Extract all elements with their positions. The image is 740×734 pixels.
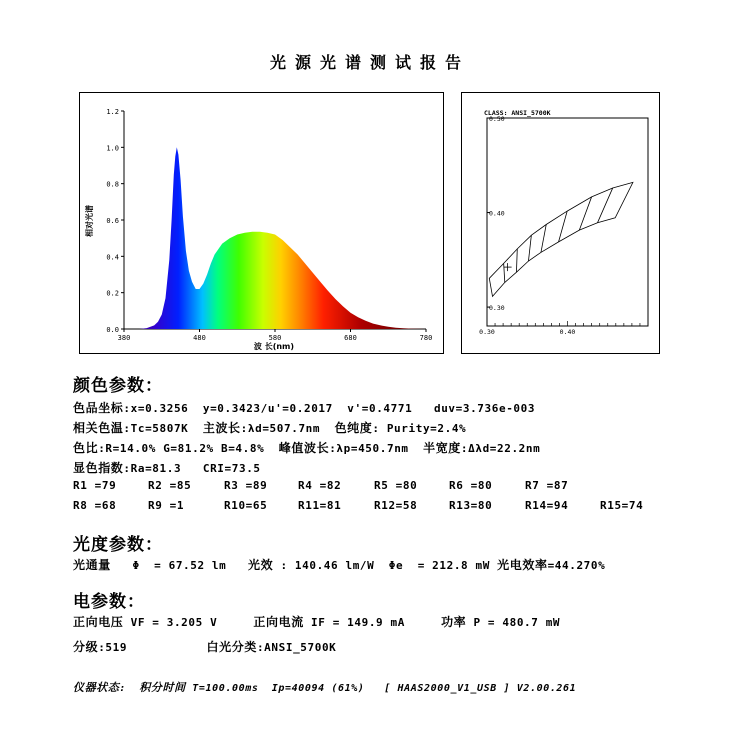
white-class-value: :ANSI_5700K xyxy=(256,641,337,654)
bin-divider xyxy=(528,235,531,261)
efficacy-value: : 140.46 lm/W Φe = 212.8 mW xyxy=(273,559,498,572)
peak-wl-value: :λp=450.7nm xyxy=(329,442,424,455)
photometric-row xyxy=(73,556,605,573)
power-label: 功率 xyxy=(441,615,467,629)
r-value: R12=58 xyxy=(374,499,418,512)
purity-value: : Purity=2.4% xyxy=(372,422,467,435)
if-label: 正向电流 xyxy=(253,615,304,629)
bin-value: :519 xyxy=(98,641,207,654)
r-value: R3 =89 xyxy=(224,479,268,492)
if-value: IF = 149.9 mA xyxy=(303,616,442,629)
y-tick-label: 0.6 xyxy=(106,217,119,225)
chromaticity-row xyxy=(73,399,535,416)
spectrum-chart xyxy=(79,92,444,354)
x-tick-label: 0.30 xyxy=(479,328,495,336)
spectrum-svg xyxy=(80,93,443,353)
bin-outline xyxy=(489,182,633,296)
class-label: CLASS: ANSI_5700K xyxy=(484,109,551,117)
x-tick-label: 780 xyxy=(419,334,433,342)
efficiency-value: =44.270% xyxy=(547,559,606,572)
color-ratio-value: :R=14.0% G=81.2% B=4.8% xyxy=(98,442,279,455)
purity-label: 色纯度 xyxy=(334,421,373,435)
bin-divider xyxy=(504,263,505,282)
bin-divider xyxy=(541,224,546,252)
r-value: R8 =68 xyxy=(73,499,117,512)
y-tick-label: 0.2 xyxy=(106,289,119,298)
r-value: R10=65 xyxy=(224,499,268,512)
bin-divider xyxy=(579,197,591,230)
chromaticity-axes xyxy=(479,115,648,336)
r-value: R1 =79 xyxy=(73,479,117,492)
status-label: 仪器状态 xyxy=(73,681,120,694)
y-tick-label: 0.0 xyxy=(106,326,119,334)
status-values: T=100.00ms Ip=40094 (61%) [ HAAS2000_V1_USB ] V2.00.261 xyxy=(185,683,577,694)
status-colon: : xyxy=(119,683,140,694)
cct-label: 相关色温 xyxy=(73,421,124,435)
y-tick-label: 0.8 xyxy=(106,180,119,189)
white-class-label: 白光分类 xyxy=(206,640,257,654)
electrical-row xyxy=(73,613,560,630)
y-tick-label: 0.50 xyxy=(489,115,505,123)
integration-time-label: 积分时间 xyxy=(139,681,186,694)
bin-divider xyxy=(516,249,517,272)
y-axis-label: 相对光谱 xyxy=(85,205,94,237)
y-tick-label: 1.2 xyxy=(106,108,119,116)
spectrum-curve xyxy=(124,147,426,329)
r-value: R11=81 xyxy=(298,499,342,512)
efficacy-label: 光效 xyxy=(248,558,274,572)
r-value: R9 =1 xyxy=(148,499,185,512)
bin-label: 分级 xyxy=(73,640,99,654)
peak-wl-label: 峰值波长 xyxy=(278,441,330,455)
chromaticity-svg xyxy=(462,93,659,353)
r-value: R13=80 xyxy=(449,499,493,512)
r-value: R5 =80 xyxy=(374,479,418,492)
cri-label: 显色指数 xyxy=(73,461,124,475)
cct-value: :Tc=5807K xyxy=(123,422,203,435)
y-tick-label: 1.0 xyxy=(106,144,119,153)
r-value: R6 =80 xyxy=(449,479,493,492)
dominant-wl-label: 主波长 xyxy=(202,421,241,435)
efficiency-label: 光电效率 xyxy=(497,558,548,572)
fwhm-label: 半宽度 xyxy=(423,441,461,455)
y-tick-label: 0.30 xyxy=(489,304,505,313)
vf-label: 正向电压 xyxy=(73,615,124,629)
vf-value: VF = 3.205 V xyxy=(123,616,254,629)
x-tick-label: 480 xyxy=(193,334,206,342)
x-tick-label: 580 xyxy=(268,334,282,342)
r-value: R2 =85 xyxy=(148,479,192,492)
bin-row xyxy=(73,638,336,655)
r-value: R14=94 xyxy=(525,499,569,512)
x-tick-label: 680 xyxy=(344,334,357,342)
y-tick-label: 0.40 xyxy=(489,209,505,218)
x-tick-label: 0.40 xyxy=(559,328,576,336)
dominant-wl-value: :λd=507.7nm xyxy=(240,422,335,435)
cct-row xyxy=(73,419,466,436)
chromaticity-values: :x=0.3256 y=0.3423/u'=0.2017 v'=0.4771 duv=3.736e-003 xyxy=(123,402,536,415)
ansi-bin-quads xyxy=(489,182,633,296)
photometric-heading: 光度参数： xyxy=(73,535,163,555)
color-params-heading: 颜色参数： xyxy=(73,376,163,396)
chromaticity-frame xyxy=(487,118,648,326)
fwhm-value: :Δλd=22.2nm xyxy=(460,442,541,455)
chromaticity-label: 色品坐标 xyxy=(73,401,124,415)
chromaticity-chart xyxy=(461,92,660,354)
x-tick-label: 380 xyxy=(117,334,131,342)
y-tick-label: 0.4 xyxy=(106,253,119,262)
report-title: 光源光谱测试报告 xyxy=(269,53,470,72)
r-value: R7 =87 xyxy=(525,479,569,492)
electrical-heading: 电参数： xyxy=(73,592,145,612)
measured-point xyxy=(504,263,512,271)
x-axis-label: 波 长(nm) xyxy=(253,342,295,351)
color-ratio-row xyxy=(73,439,540,456)
r-value: R4 =82 xyxy=(298,479,342,492)
instrument-status-row xyxy=(73,679,576,695)
r-value: R15=74 xyxy=(600,499,644,512)
cri-row xyxy=(73,459,261,476)
color-ratio-label: 色比 xyxy=(73,441,99,455)
power-value: P = 480.7 mW xyxy=(466,616,561,629)
flux-value: Φ = 67.52 lm xyxy=(110,559,249,572)
cri-value: :Ra=81.3 CRI=73.5 xyxy=(123,462,261,475)
flux-label: 光通量 xyxy=(73,558,111,572)
